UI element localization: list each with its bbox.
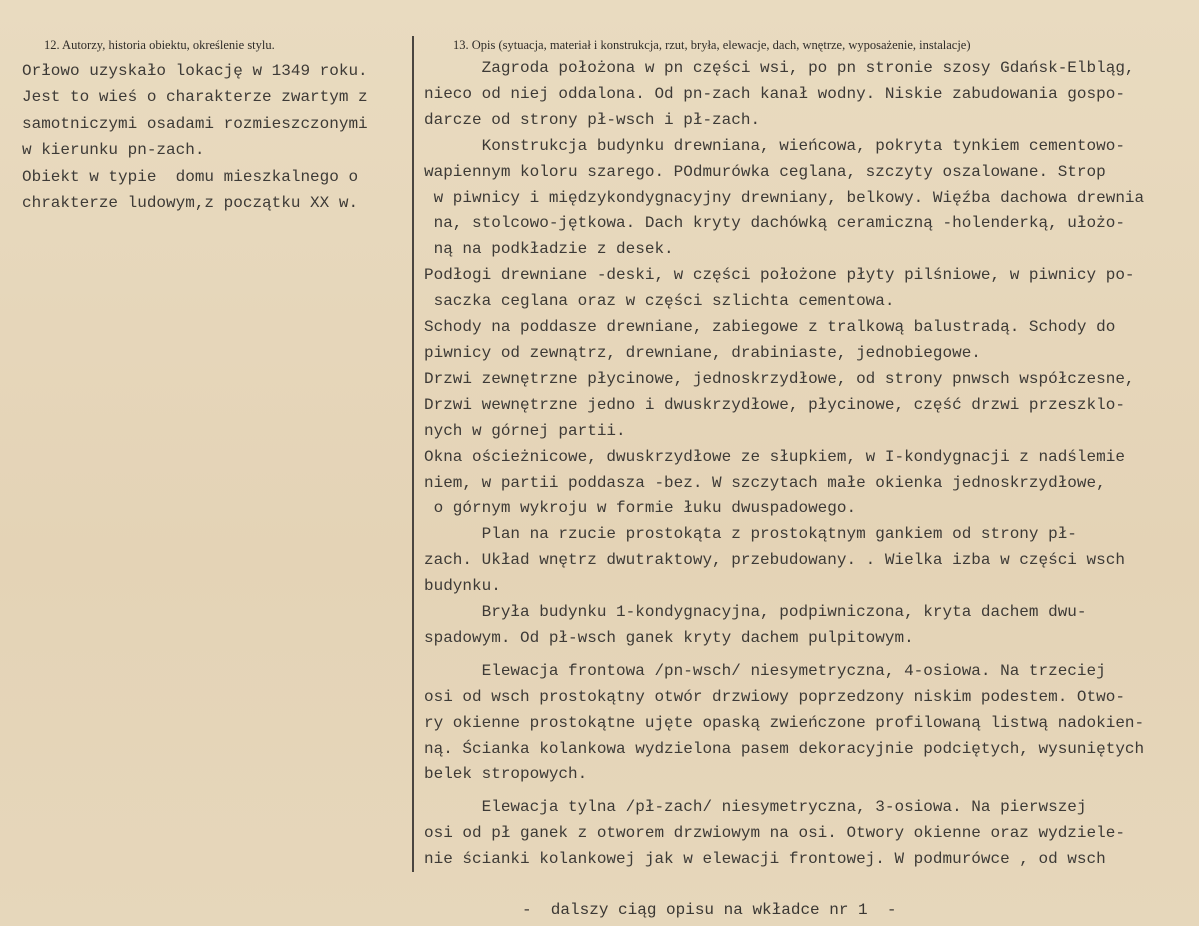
text-line: belek stropowych. — [424, 765, 588, 784]
text-line: Podłogi drewniane -deski, w części położone płyty pilśniowe, w piwnicy po- — [424, 266, 1135, 285]
description-text — [424, 56, 1194, 873]
text-line: Drzwi wewnętrzne jedno i dwuskrzydłowe, płycinowe, część drzwi przeszklo- — [424, 395, 1125, 414]
text-line: zach. Układ wnętrz dwutraktowy, przebudowany. . Wielka izba w części wsch — [424, 551, 1125, 570]
text-line: spadowym. Od pł-wsch ganek kryty dachem pulpitowym. — [424, 628, 914, 647]
text-line: Obiekt w typie domu mieszkalnego o — [22, 167, 359, 186]
text-line: na, stolcowo-jętkowa. Dach kryty dachówką ceramiczną -holenderką, ułożo- — [424, 214, 1125, 233]
text-line: nieco od niej oddalona. Od pn-zach kanał wodny. Niskie zabudowania gospo- — [424, 84, 1125, 103]
text-line: o górnym wykroju w formie łuku dwuspadowego. — [424, 499, 857, 518]
text-line: saczka ceglana oraz w części szlichta cementowa. — [424, 292, 895, 311]
text-line: ną na podkładzie z desek. — [424, 240, 674, 259]
text-line: Zagroda położona w pn części wsi, po pn stronie szosy Gdańsk-Elbląg, — [424, 59, 1135, 77]
history-text — [22, 58, 407, 216]
text-line: Okna ościeżnicowe, dwuskrzydłowe ze słupkiem, w I-kondygnacji z nadślemie — [424, 447, 1125, 466]
text-line: Elewacja tylna /pł-zach/ niesymetryczna, 3-osiowa. Na pierwszej — [424, 798, 1087, 817]
section-13-heading: 13. Opis (sytuacja, materiał i konstrukcja, rzut, bryła, elewacje, dach, wnętrze, wyposażenie, instalacje) — [453, 38, 971, 52]
text-line: piwnicy od zewnątrz, drewniane, drabiniaste, jednobiegowe. — [424, 343, 981, 362]
section-12-heading: 12. Autorzy, historia obiektu, określenie stylu. — [44, 38, 275, 52]
text-line: nych w górnej partii. — [424, 421, 626, 440]
text-line: samotniczymi osadami rozmieszczonymi — [22, 114, 368, 133]
text-line: w piwnicy i międzykondygnacyjny drewniany, belkowy. Więźba dachowa drewnia — [424, 188, 1145, 207]
text-line: Plan na rzucie prostokąta z prostokątnym gankiem od strony pł- — [424, 525, 1077, 544]
text-line: Konstrukcja budynku drewniana, wieńcowa, pokryta tynkiem cementowo- — [424, 136, 1125, 155]
text-line: darcze od strony pł-wsch i pł-zach. — [424, 110, 761, 129]
text-line: budynku. — [424, 577, 501, 596]
text-line: chrakterze ludowym,z początku XX w. — [22, 194, 359, 213]
text-line: w kierunku pn-zach. — [22, 141, 205, 160]
text-line: Elewacja frontowa /pn-wsch/ niesymetryczna, 4-osiowa. Na trzeciej — [424, 661, 1106, 680]
text-line: niem, w partii poddasza -bez. W szczytach małe okienka jednoskrzydłowe, — [424, 473, 1106, 492]
text-line: Drzwi zewnętrzne płycinowe, jednoskrzydłowe, od strony pnwsch współczesne, — [424, 369, 1135, 388]
text-line: Orłowo uzyskało lokację w 1349 roku. — [22, 62, 368, 80]
text-line: wapiennym koloru szarego. POdmurówka ceglana, szczyty oszalowane. Strop — [424, 162, 1106, 181]
text-line: ną. Ścianka kolankowa wydzielona pasem dekoracyjnie podciętych, wysuniętych — [424, 739, 1145, 758]
column-divider — [412, 36, 414, 872]
text-line: osi od pł ganek z otworem drzwiowym na osi. Otwory okienne oraz wydziele- — [424, 824, 1125, 843]
text-line: Jest to wieś o charakterze zwartym z — [22, 88, 368, 107]
text-line: nie ścianki kolankowej jak w elewacji frontowej. W podmurówce , od wsch — [424, 850, 1106, 869]
text-line: Bryła budynku 1-kondygnacyjna, podpiwniczona, kryta dachem dwu- — [424, 603, 1087, 622]
continuation-note: - dalszy ciąg opisu na wkładce nr 1 - — [522, 901, 897, 919]
text-line: Schody na poddasze drewniane, zabiegowe z tralkową balustradą. Schody do — [424, 318, 1116, 337]
text-line: ry okienne prostokątne ujęte opaską zwieńczone profilowaną listwą nadokien- — [424, 713, 1145, 732]
text-line: osi od wsch prostokątny otwór drzwiowy poprzedzony niskim podestem. Otwo- — [424, 687, 1125, 706]
